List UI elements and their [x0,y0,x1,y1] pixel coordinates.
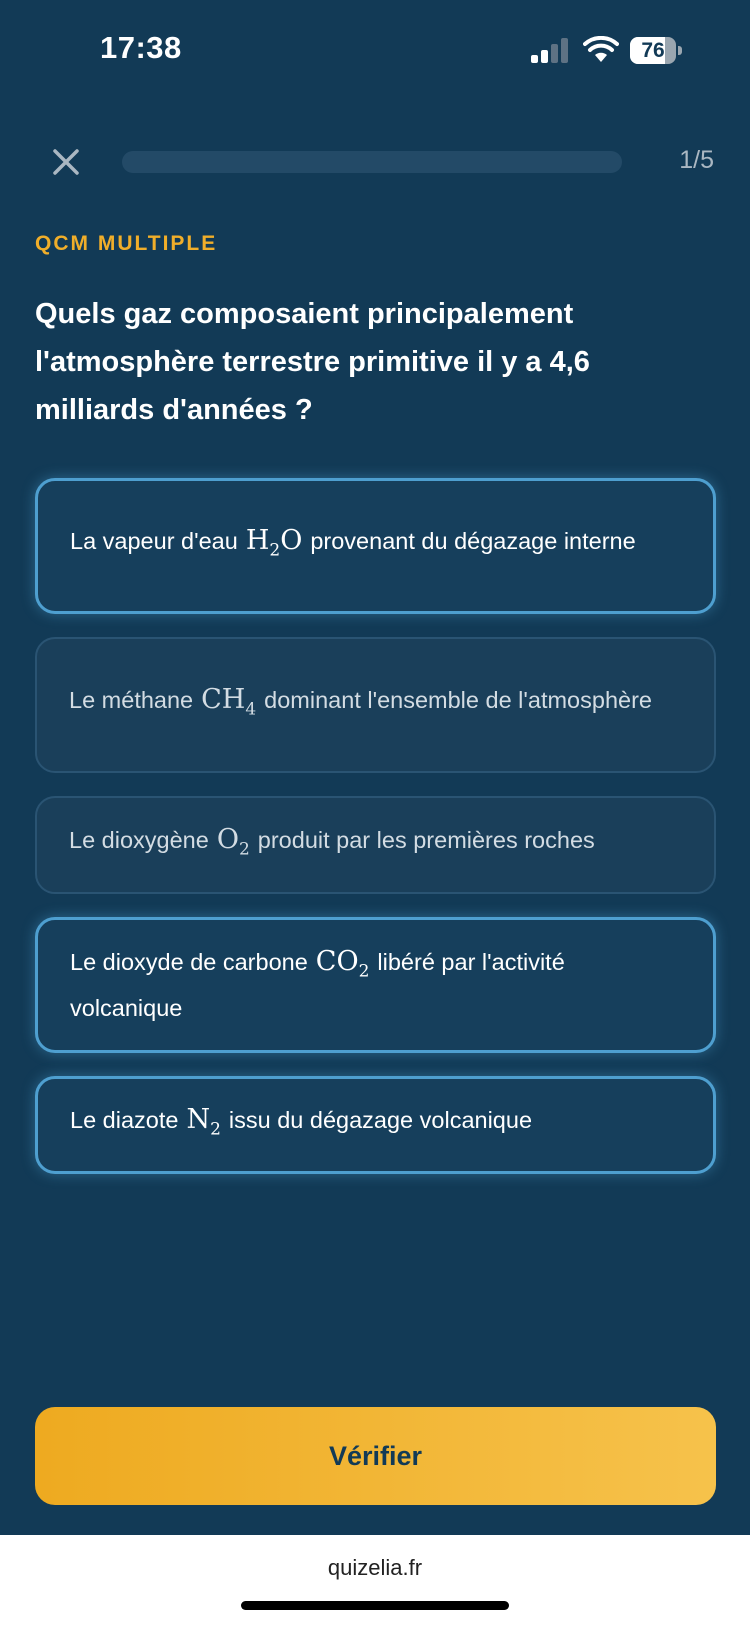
option-text: La vapeur d'eau $H_2O$ provenant du dégazage interne [70,525,636,561]
option-text: Le diazote $N_2$ issu du dégazage volcanique [70,1104,533,1140]
status-bar [0,0,750,100]
answer-options [35,478,716,1197]
question-type-label: QCM MULTIPLE [35,232,218,255]
browser-bar [0,1535,750,1625]
progress-bar [122,151,622,173]
option-carbon-dioxide[interactable] [35,917,716,1053]
signal-icon [531,38,571,66]
formula: $CO_2$ [315,945,370,982]
wifi-icon [583,36,619,64]
option-text: Le méthane $CH_4$ dominant l'ensemble de l'atmosphère [69,684,652,720]
option-water-vapor[interactable] [35,478,716,614]
home-indicator[interactable] [241,1601,509,1610]
verify-button[interactable]: Vérifier [35,1407,716,1505]
option-dioxygen[interactable] [35,796,716,894]
battery-level: 76 [641,39,665,62]
option-methane[interactable] [35,637,716,773]
status-time: 17:38 [100,30,182,65]
question-text: Quels gaz composaient principalement l'atmosphère terrestre primitive il y a 4,6 milliards d'années ? [35,298,590,426]
option-dinitrogen[interactable] [35,1076,716,1174]
progress-count: 1/5 [679,146,714,174]
formula: $N_2$ [186,1104,221,1140]
close-icon[interactable] [50,146,82,178]
url-text[interactable]: quizelia.fr [327,1555,423,1580]
formula: $O_2$ [216,824,250,860]
option-text: Le dioxyde de carbone $CO_2$ libéré par l'activité volcanique [70,945,565,1022]
formula: $H_2O$ [245,525,303,561]
battery-icon [630,37,682,64]
formula: $CH_4$ [201,684,257,720]
option-text: Le dioxygène $O_2$ produit par les premières roches [69,824,595,860]
